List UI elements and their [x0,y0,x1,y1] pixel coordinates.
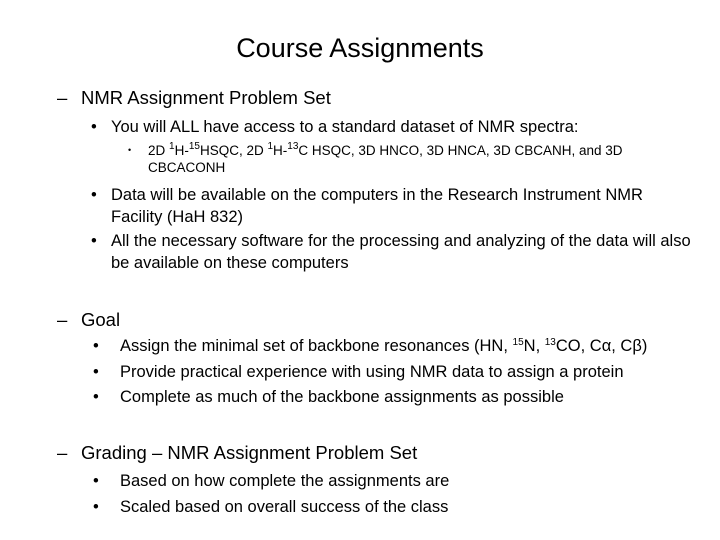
bullet-text: Assign the minimal set of backbone resonances (HN, $^{15}$N, $^{13}$CO, Cα, Cβ) [120,337,648,355]
slide-title: Course Assignments [236,33,484,63]
goal-bullet-assign [93,334,647,358]
bullet-text: Provide practical experience with using NMR data to assign a protein [120,363,624,381]
bullet-text: Based on how complete the assignments are [120,472,450,490]
grading-bullet-completeness [93,469,449,493]
bullet-marker: • [93,388,99,406]
goal-bullet-complete [93,385,564,409]
bullet-marker: • [93,363,99,381]
bullet-text: All the necessary software for the processing and analyzing of the data will also be available on these computers [111,232,691,272]
goal-bullet-experience [93,360,624,384]
section-heading: NMR Assignment Problem Set [81,87,331,108]
bullet-spectra-list [128,142,688,176]
bullet-marker: • [91,118,97,136]
bullet-text: Complete as much of the backbone assignments as possible [120,388,564,406]
bullet-marker: • [91,232,97,250]
section-grading [57,441,417,465]
spectra-list-text: 2D $^1$H-$^{15}$HSQC, 2D $^1$H-$^{13}$C HSQC, 3D HNCO, 3D HNCA, 3D CBCANH, and 3D CBCACONH [148,141,623,175]
bullet-software [91,230,696,274]
bullet-marker: • [93,498,99,516]
bullet-text: You will ALL have access to a standard dataset of NMR spectra: [111,118,579,136]
section-goal [57,308,120,332]
bullet-marker: • [93,337,99,355]
dash-marker: – [57,442,68,463]
bullet-marker: • [128,145,132,155]
dash-marker: – [57,309,68,330]
section-heading: Grading – NMR Assignment Problem Set [81,442,418,463]
grading-bullet-scaled [93,495,448,519]
bullet-marker: • [91,186,97,204]
section-heading: Goal [81,309,121,330]
bullet-text: Scaled based on overall success of the class [120,498,449,516]
bullet-marker: • [93,472,99,490]
dash-marker: – [57,87,68,108]
section-nmr-problem-set [57,86,331,110]
bullet-data-location [91,184,696,228]
bullet-text: Data will be available on the computers in the Research Instrument NMR Facility (HaH 832) [111,186,643,226]
bullet-dataset-access [91,116,696,138]
